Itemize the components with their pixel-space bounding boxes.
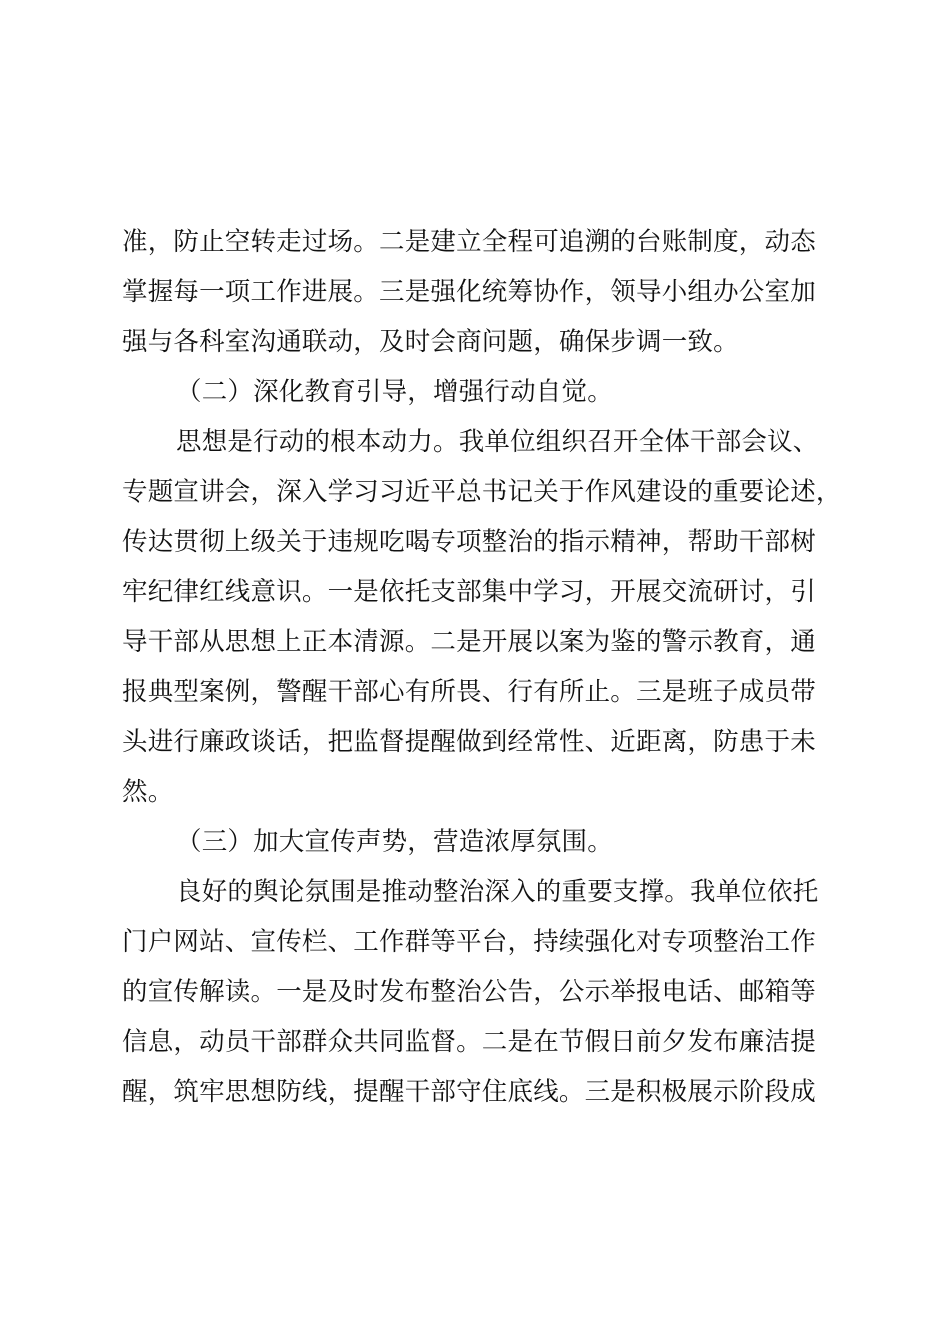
body-text-line: 报典型案例，警醒干部心有所畏、行有所止。三是班子成员带 <box>122 677 816 707</box>
body-text-line: 传达贯彻上级关于违规吃喝专项整治的指示精神，帮助干部树 <box>122 527 816 557</box>
section-heading-2: （二）深化教育引导，增强行动自觉。 <box>176 377 613 407</box>
section-heading-3: （三）加大宣传声势，营造浓厚氛围。 <box>176 827 613 857</box>
body-text-line: 良好的舆论氛围是推动整治深入的重要支撑。我单位依托 <box>176 877 819 907</box>
body-text-line: 专题宣讲会，深入学习习近平总书记关于作风建设的重要论述， <box>122 477 842 507</box>
body-text-line: 然。 <box>122 777 174 807</box>
body-text-line: 准，防止空转走过场。二是建立全程可追溯的台账制度，动态 <box>122 227 816 257</box>
body-text-line: 的宣传解读。一是及时发布整治公告，公示举报电话、邮箱等 <box>122 977 816 1007</box>
body-text-line: 导干部从思想上正本清源。二是开展以案为鉴的警示教育，通 <box>122 627 816 657</box>
body-text-line: 牢纪律红线意识。一是依托支部集中学习，开展交流研讨，引 <box>122 577 816 607</box>
body-text-line: 信息，动员干部群众共同监督。二是在节假日前夕发布廉洁提 <box>122 1027 816 1057</box>
body-text-line: 头进行廉政谈话，把监督提醒做到经常性、近距离，防患于未 <box>122 727 816 757</box>
body-text-line: 掌握每一项工作进展。三是强化统筹协作，领导小组办公室加 <box>122 277 816 307</box>
body-text-line: 思想是行动的根本动力。我单位组织召开全体干部会议、 <box>176 427 819 457</box>
body-text-line: 醒，筑牢思想防线，提醒干部守住底线。三是积极展示阶段成 <box>122 1077 816 1107</box>
body-text-line: 强与各科室沟通联动，及时会商问题，确保步调一致。 <box>122 327 739 357</box>
body-text-line: 门户网站、宣传栏、工作群等平台，持续强化对专项整治工作 <box>122 927 816 957</box>
